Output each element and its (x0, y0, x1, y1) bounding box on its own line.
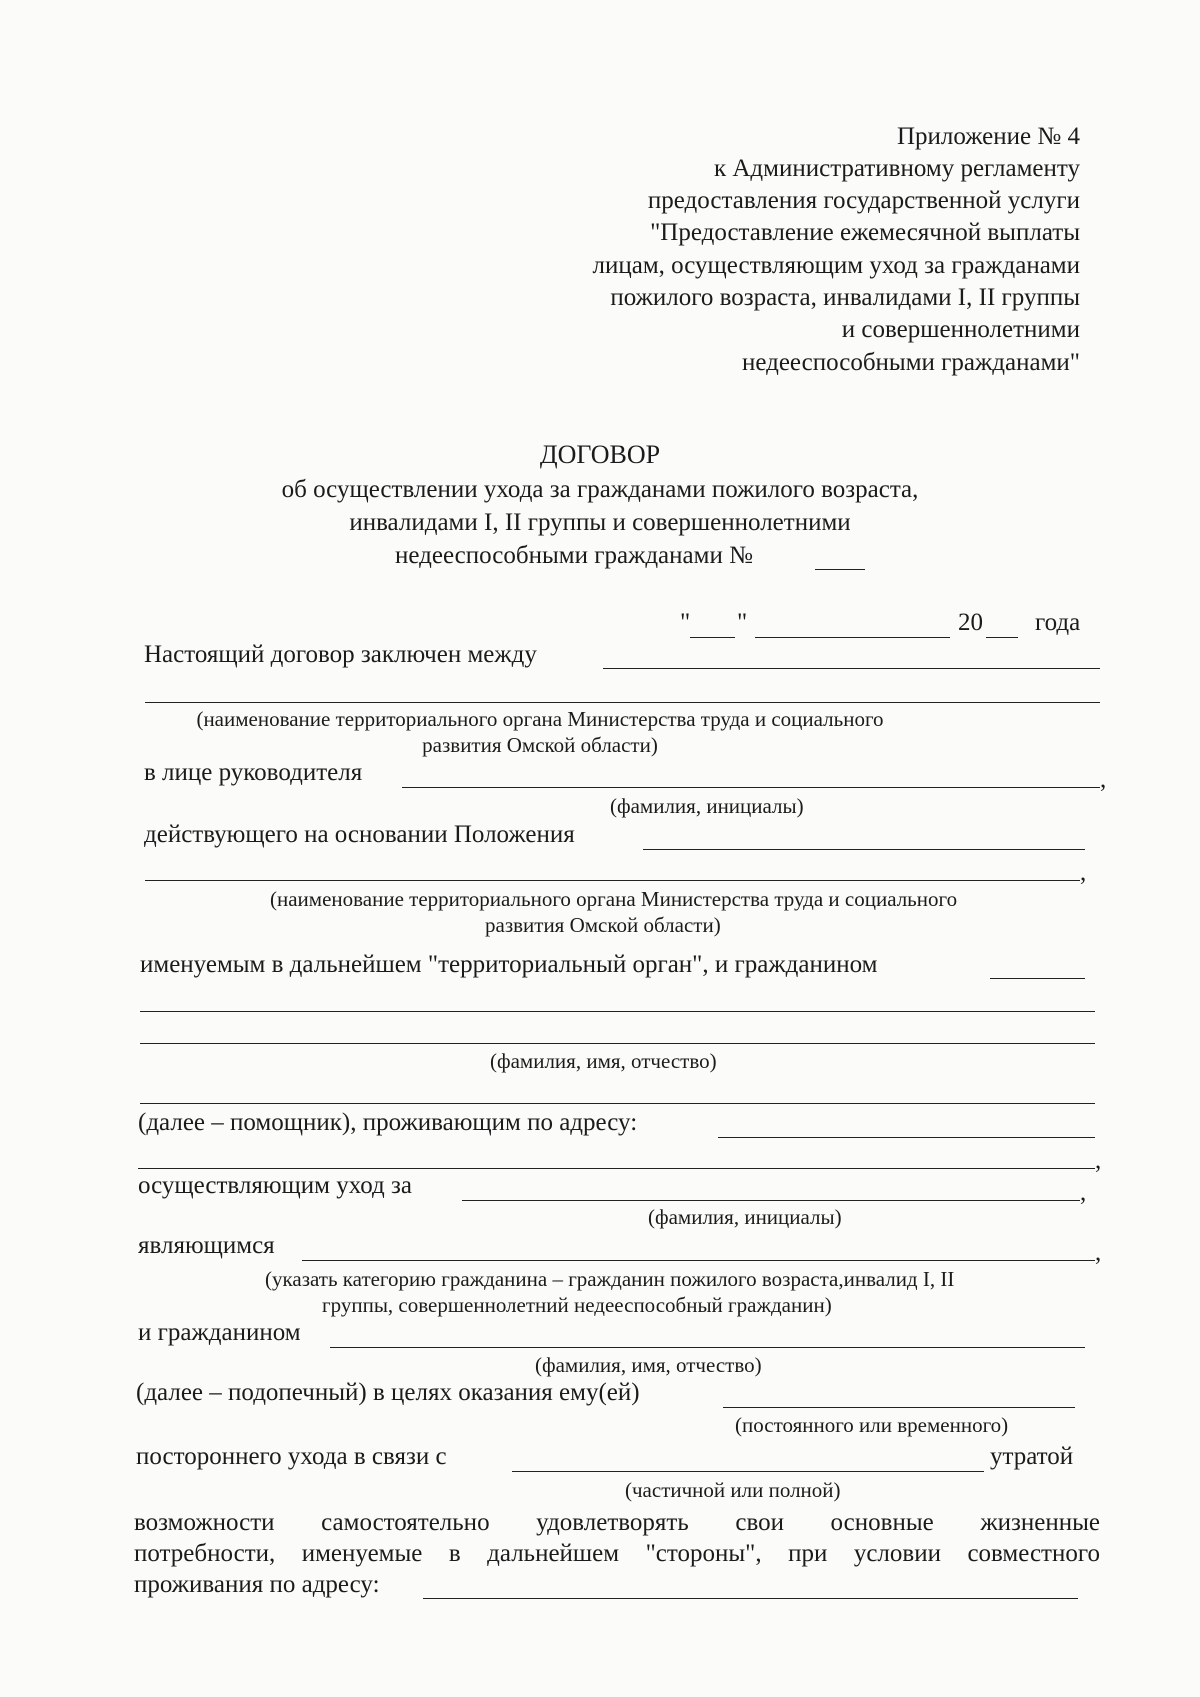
between-label: Настоящий договор заключен между (144, 641, 537, 668)
date-year-prefix: 20 (958, 609, 983, 636)
head-label: в лице руководителя (144, 759, 363, 786)
care-for-label: осуществляющим уход за (138, 1172, 412, 1199)
org-name-field-2[interactable] (145, 702, 1100, 703)
org-name-field-1[interactable] (603, 668, 1100, 669)
head-name-field[interactable] (402, 787, 1100, 788)
contract-number-field[interactable] (815, 569, 865, 570)
paragraph-line-1: возможности самостоятельно удовлетворять свои основные жизненные (134, 1509, 1100, 1536)
header-line-5: лицам, осуществляющим уход за гражданами (592, 252, 1080, 279)
note-fio-full-1: (фамилия, имя, отчество) (490, 1049, 717, 1073)
comma-5: , (1095, 1239, 1102, 1266)
ward-label: (далее – подопечный) в целях оказания ему(ей) (136, 1379, 640, 1406)
header-line-2: к Административному регламенту (713, 155, 1080, 182)
and-citizen-label: и гражданином (138, 1319, 301, 1346)
paragraph-line-2: потребности, именуемые в дальнейшем "стороны", при условии совместного (134, 1540, 1100, 1567)
header-line-3: предоставления государственной услуги (647, 187, 1080, 214)
header-line-7: и совершеннолетними (841, 316, 1080, 343)
date-year-word: года (1035, 609, 1081, 636)
note-fio-full-2: (фамилия, имя, отчество) (535, 1353, 762, 1377)
note-category-1: (указать категорию гражданина – гражданин пожилого возраста,инвалид I, II (265, 1267, 955, 1291)
citizen-name-field-2[interactable] (140, 1011, 1095, 1012)
named-label: именуемым в дальнейшем "территориальный орган", и гражданином (140, 951, 878, 978)
date-year-field[interactable] (986, 637, 1018, 638)
document-subtitle-2: инвалидами I, II группы и совершеннолетними (349, 509, 851, 536)
acting-label: действующего на основании Положения (144, 821, 575, 848)
ward-name-field[interactable] (330, 1347, 1085, 1348)
note-org2-1: (наименование территориального органа Министерства труда и социального (270, 887, 958, 911)
document-title: ДОГОВОР (539, 440, 661, 469)
note-fio-initials-2: (фамилия, инициалы) (648, 1205, 842, 1229)
comma-1: , (1100, 766, 1107, 793)
citizen-name-field-3[interactable] (140, 1043, 1095, 1044)
header-line-6: пожилого возраста, инвалидами I, II группы (610, 284, 1080, 311)
helper-address-field-2[interactable] (138, 1168, 1095, 1169)
header-line-8: недееспособными гражданами" (741, 349, 1080, 376)
category-field[interactable] (302, 1260, 1095, 1261)
helper-label: (далее – помощник), проживающим по адресу: (138, 1109, 638, 1136)
regulation-field-1[interactable] (643, 849, 1085, 850)
regulation-field-2[interactable] (145, 880, 1080, 881)
ward-initials-field[interactable] (462, 1200, 1080, 1201)
date-quote-close: " (737, 609, 748, 636)
citizen-name-field-1[interactable] (990, 978, 1085, 979)
note-org2-2: развития Омской области) (485, 913, 721, 937)
comma-4: , (1080, 1179, 1087, 1206)
date-month-field[interactable] (755, 637, 950, 638)
residing-label: проживания по адресу: (134, 1571, 380, 1598)
care-type-field[interactable] (723, 1407, 1075, 1408)
outside-care-label: постороннего ухода в связи с (136, 1443, 447, 1470)
helper-address-field-1[interactable] (718, 1137, 1095, 1138)
date-quote-open: " (680, 609, 691, 636)
citizen-name-field-4[interactable] (140, 1103, 1095, 1104)
header-line-1: Приложение № 4 (896, 123, 1080, 150)
document-subtitle-1: об осуществлении ухода за гражданами пожилого возраста, (281, 476, 919, 503)
note-category-2: группы, совершеннолетний недееспособный гражданин) (322, 1293, 832, 1317)
loss-label: утратой (990, 1443, 1074, 1470)
note-org-1: (наименование территориального органа Министерства труда и социального (196, 707, 884, 731)
comma-2: , (1080, 859, 1087, 886)
date-day-field[interactable] (690, 637, 735, 638)
note-permanent: (постоянного или временного) (735, 1413, 1009, 1437)
header-line-4: "Предоставление ежемесячной выплаты (650, 219, 1080, 246)
loss-degree-field[interactable] (512, 1471, 984, 1472)
comma-3: , (1095, 1147, 1102, 1174)
document-subtitle-3: недееспособными гражданами № (395, 542, 753, 569)
being-label: являющимся (138, 1232, 275, 1259)
joint-address-field[interactable] (423, 1598, 1078, 1599)
note-fio-initials-1: (фамилия, инициалы) (610, 794, 804, 818)
note-partial: (частичной или полной) (625, 1478, 841, 1502)
note-org-2: развития Омской области) (422, 733, 658, 757)
